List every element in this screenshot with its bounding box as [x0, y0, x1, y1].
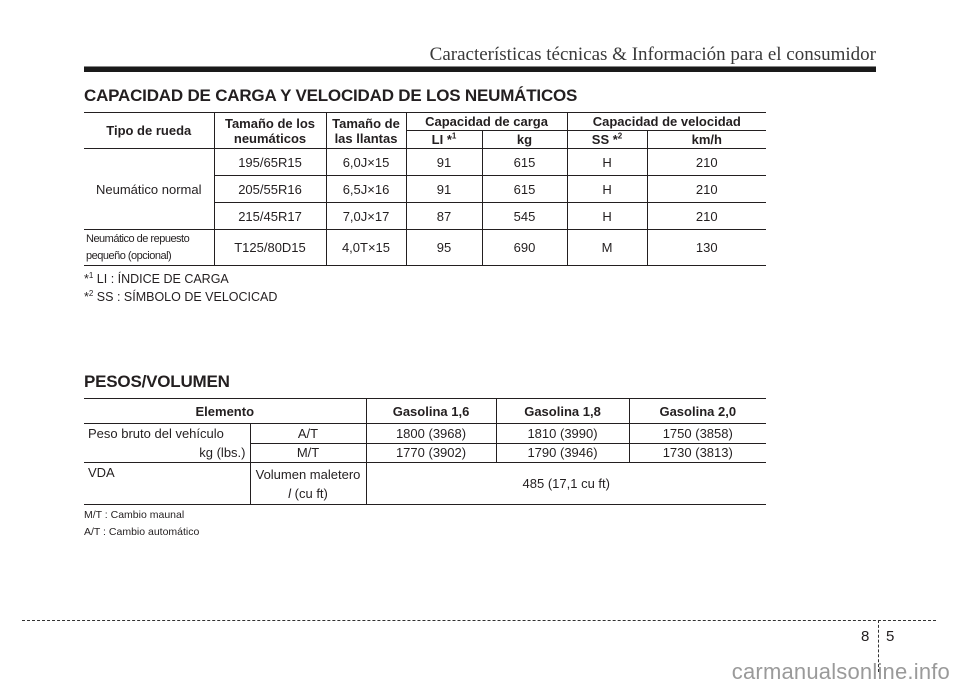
weight-cell: 1810 (3990) [496, 424, 629, 444]
normal-tire-label: Neumático normal [84, 149, 214, 230]
table-row [84, 424, 766, 444]
ss-cell: H [567, 176, 647, 203]
weight-cell: 1750 (3858) [629, 424, 766, 444]
table-row [84, 463, 766, 505]
kg-cell: 545 [482, 203, 567, 230]
weight-section-title: PESOS/VOLUMEN [84, 372, 230, 391]
ss-cell: H [567, 149, 647, 176]
footer-dashed-rule [22, 620, 936, 621]
li-cell: 91 [406, 149, 482, 176]
header-elemento: Elemento [84, 399, 366, 424]
rim-size-cell: 4,0T×15 [326, 230, 406, 266]
header-gasolina-18: Gasolina 1,8 [496, 399, 629, 424]
transmission-cell: A/T [250, 424, 366, 444]
header-li: LI *$^1$ [406, 131, 482, 149]
li-cell: 91 [406, 176, 482, 203]
weight-cell: 1800 (3968) [366, 424, 496, 444]
header-tipo-rueda: Tipo de rueda [84, 113, 214, 149]
kg-cell: 690 [482, 230, 567, 266]
header-kmh: km/h [647, 131, 766, 149]
kmh-cell: 210 [647, 176, 766, 203]
page-header-title: Características técnicas & Información para el consumidor [429, 44, 876, 65]
li-cell: 95 [406, 230, 482, 266]
kmh-cell: 210 [647, 203, 766, 230]
tire-size-cell: T125/80D15 [214, 230, 326, 266]
watermark-text: carmanualsonline.info [731, 659, 950, 684]
rim-size-cell: 6,5J×16 [326, 176, 406, 203]
rim-size-cell: 7,0J×17 [326, 203, 406, 230]
tire-size-cell: 205/55R16 [214, 176, 326, 203]
ss-cell: H [567, 203, 647, 230]
kg-cell: 615 [482, 176, 567, 203]
header-capacidad-velocidad: Capacidad de velocidad [567, 113, 766, 131]
kmh-cell: 210 [647, 149, 766, 176]
table-row [84, 149, 766, 176]
weight-cell: 1790 (3946) [496, 443, 629, 463]
header-gasolina-16: Gasolina 1,6 [366, 399, 496, 424]
tire-section-title: CAPACIDAD DE CARGA Y VELOCIDAD DE LOS NEUMÁTICOS [84, 86, 578, 105]
header-tamano-neumaticos: Tamaño de los neumáticos [214, 113, 326, 149]
footnote-ss: *$^2$ SS : SÍMBOLO DE VELOCICAD [84, 288, 278, 304]
footnote-li: *$^1$ LI : ÍNDICE DE CARGA [84, 270, 229, 286]
kg-cell: 615 [482, 149, 567, 176]
header-rule [84, 67, 876, 72]
vda-label: VDA [84, 463, 250, 505]
header-ss: SS *$^2$ [567, 131, 647, 149]
chapter-number: 8 [861, 628, 870, 645]
li-cell: 87 [406, 203, 482, 230]
rim-size-cell: 6,0J×15 [326, 149, 406, 176]
tire-capacity-table [84, 112, 766, 266]
transmission-cell: M/T [250, 443, 366, 463]
tire-size-cell: 215/45R17 [214, 203, 326, 230]
header-tamano-llantas: Tamaño de las llantas [326, 113, 406, 149]
tire-size-cell: 195/65R15 [214, 149, 326, 176]
weight-cell: 1770 (3902) [366, 443, 496, 463]
weight-cell: 1730 (3813) [629, 443, 766, 463]
trunk-volume-label: Volumen maletero l (cu ft) [250, 463, 366, 505]
kmh-cell: 130 [647, 230, 766, 266]
note-mt: M/T : Cambio maunal [84, 509, 185, 521]
trunk-volume-value: 485 (17,1 cu ft) [366, 463, 766, 505]
header-kg: kg [482, 131, 567, 149]
note-at: A/T : Cambio automático [84, 526, 200, 538]
weight-volume-table [84, 398, 766, 505]
gross-weight-label: Peso bruto del vehículo kg (lbs.) [84, 424, 250, 463]
ss-cell: M [567, 230, 647, 266]
header-capacidad-carga: Capacidad de carga [406, 113, 567, 131]
table-row [84, 230, 766, 266]
header-gasolina-20: Gasolina 2,0 [629, 399, 766, 424]
page-number: 5 [886, 628, 895, 645]
spare-tire-label: Neumático de repuesto pequeño (opcional) [84, 230, 214, 266]
